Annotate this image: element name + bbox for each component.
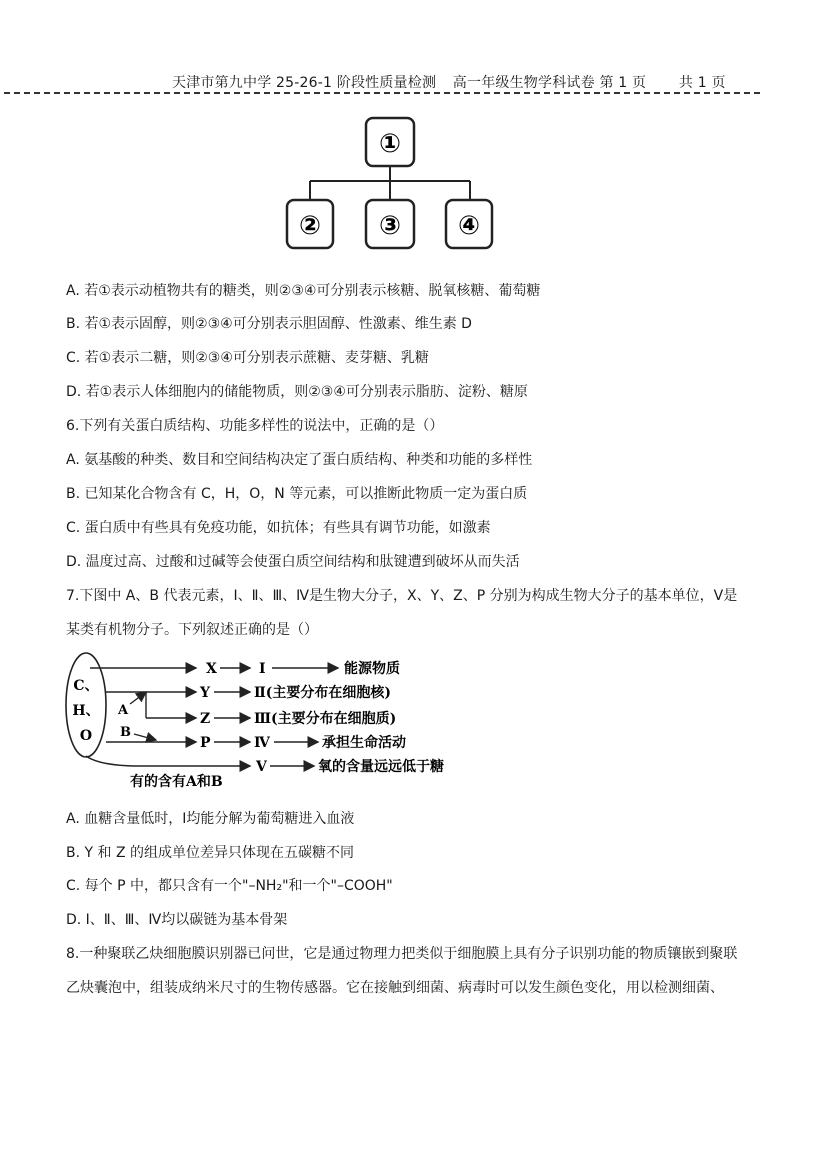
q8-line2: 乙炔囊泡中，组装成纳米尺寸的生物传感器。它在接触到细菌、病毒时可以发生颜色变化，用以检测细菌、: [66, 980, 724, 996]
element-c: C、: [73, 678, 99, 694]
exam-title: 天津市第九中学 25-26-1 阶段性质量检测: [172, 75, 437, 91]
bottom-note: 有的含有A和B: [130, 774, 223, 788]
q7-option-a: A. 血糖含量低时，Ⅰ均能分解为葡萄糖进入血液: [66, 811, 355, 827]
func-x: 能源物质: [344, 661, 400, 677]
macro-4: Ⅳ: [254, 735, 270, 751]
tree-node-1: ①: [378, 129, 402, 159]
q6-stem: 6.下列有关蛋白质结构、功能多样性的说法中，正确的是（）: [66, 418, 444, 434]
q7-option-d: D. Ⅰ、Ⅱ、Ⅲ、Ⅳ均以碳链为基本骨架: [66, 912, 288, 928]
unit-x: X: [206, 661, 217, 677]
q6-option-b: B. 已知某化合物含有 C，H，O，N 等元素，可以推断此物质一定为蛋白质: [66, 486, 528, 502]
element-h: H、: [72, 703, 100, 719]
func-v: 氧的含量远远低于糖: [318, 759, 444, 775]
label-v: V: [256, 759, 267, 775]
tree-node-3: ③: [378, 211, 402, 241]
label-a: A: [118, 703, 129, 718]
element-o: O: [79, 728, 93, 744]
page-total: 共 1 页: [678, 75, 726, 91]
q6-option-d: D. 温度过高、过酸和过碱等会使蛋白质空间结构和肽键遭到破坏从而失活: [66, 554, 520, 570]
q7-stem-line1: 7.下图中 A、B 代表元素，Ⅰ、Ⅱ、Ⅲ、Ⅳ是生物大分子，X、Y、Z、P 分别为构成生物大分子的基本单位，Ⅴ是: [66, 588, 738, 604]
q8-line1: 8.一种聚联乙炔细胞膜识别器已问世，它是通过物理力把类似于细胞膜上具有分子识别功能的物质镶嵌到聚联: [66, 946, 738, 962]
subject-page: 高一年级生物学科试卷 第 1 页: [452, 75, 647, 91]
q7-option-c: C. 每个 P 中，都只含有一个"–NH₂"和一个"–COOH": [66, 878, 393, 894]
q5-option-d: D. 若①表示人体细胞内的储能物质，则②③④可分别表示脂肪、淀粉、糖原: [66, 384, 528, 400]
macro-1: Ⅰ: [259, 661, 266, 677]
q7-stem-line2: 某类有机物分子。下列叙述正确的是（）: [66, 622, 318, 638]
tree-diagram: [0, 0, 816, 260]
tree-node-2: ②: [298, 211, 322, 241]
unit-p: P: [200, 735, 211, 751]
tree-node-4: ④: [457, 211, 481, 241]
q6-option-c: C. 蛋白质中有些具有免疫功能，如抗体；有些具有调节功能，如激素: [66, 520, 491, 536]
macro-2: Ⅱ(主要分布在细胞核): [254, 685, 392, 701]
q5-option-c: C. 若①表示二糖，则②③④可分别表示蔗糖、麦芽糖、乳糖: [66, 350, 429, 366]
label-b: B: [120, 725, 131, 740]
q5-option-b: B. 若①表示固醇，则②③④可分别表示胆固醇、性激素、维生素 D: [66, 316, 472, 332]
q5-option-a: A. 若①表示动植物共有的糖类，则②③④可分别表示核糖、脱氧核糖、葡萄糖: [66, 283, 541, 299]
unit-z: Z: [200, 711, 211, 727]
q6-option-a: A. 氨基酸的种类、数目和空间结构决定了蛋白质结构、种类和功能的多样性: [66, 452, 533, 468]
func-p: 承担生命活动: [322, 735, 406, 751]
q7-option-b: B. Y 和 Z 的组成单位差异只体现在五碳糖不同: [66, 845, 354, 861]
q7-flow-diagram: [60, 648, 500, 788]
unit-y: Y: [200, 685, 210, 701]
macro-3: Ⅲ(主要分布在细胞质): [254, 711, 397, 727]
